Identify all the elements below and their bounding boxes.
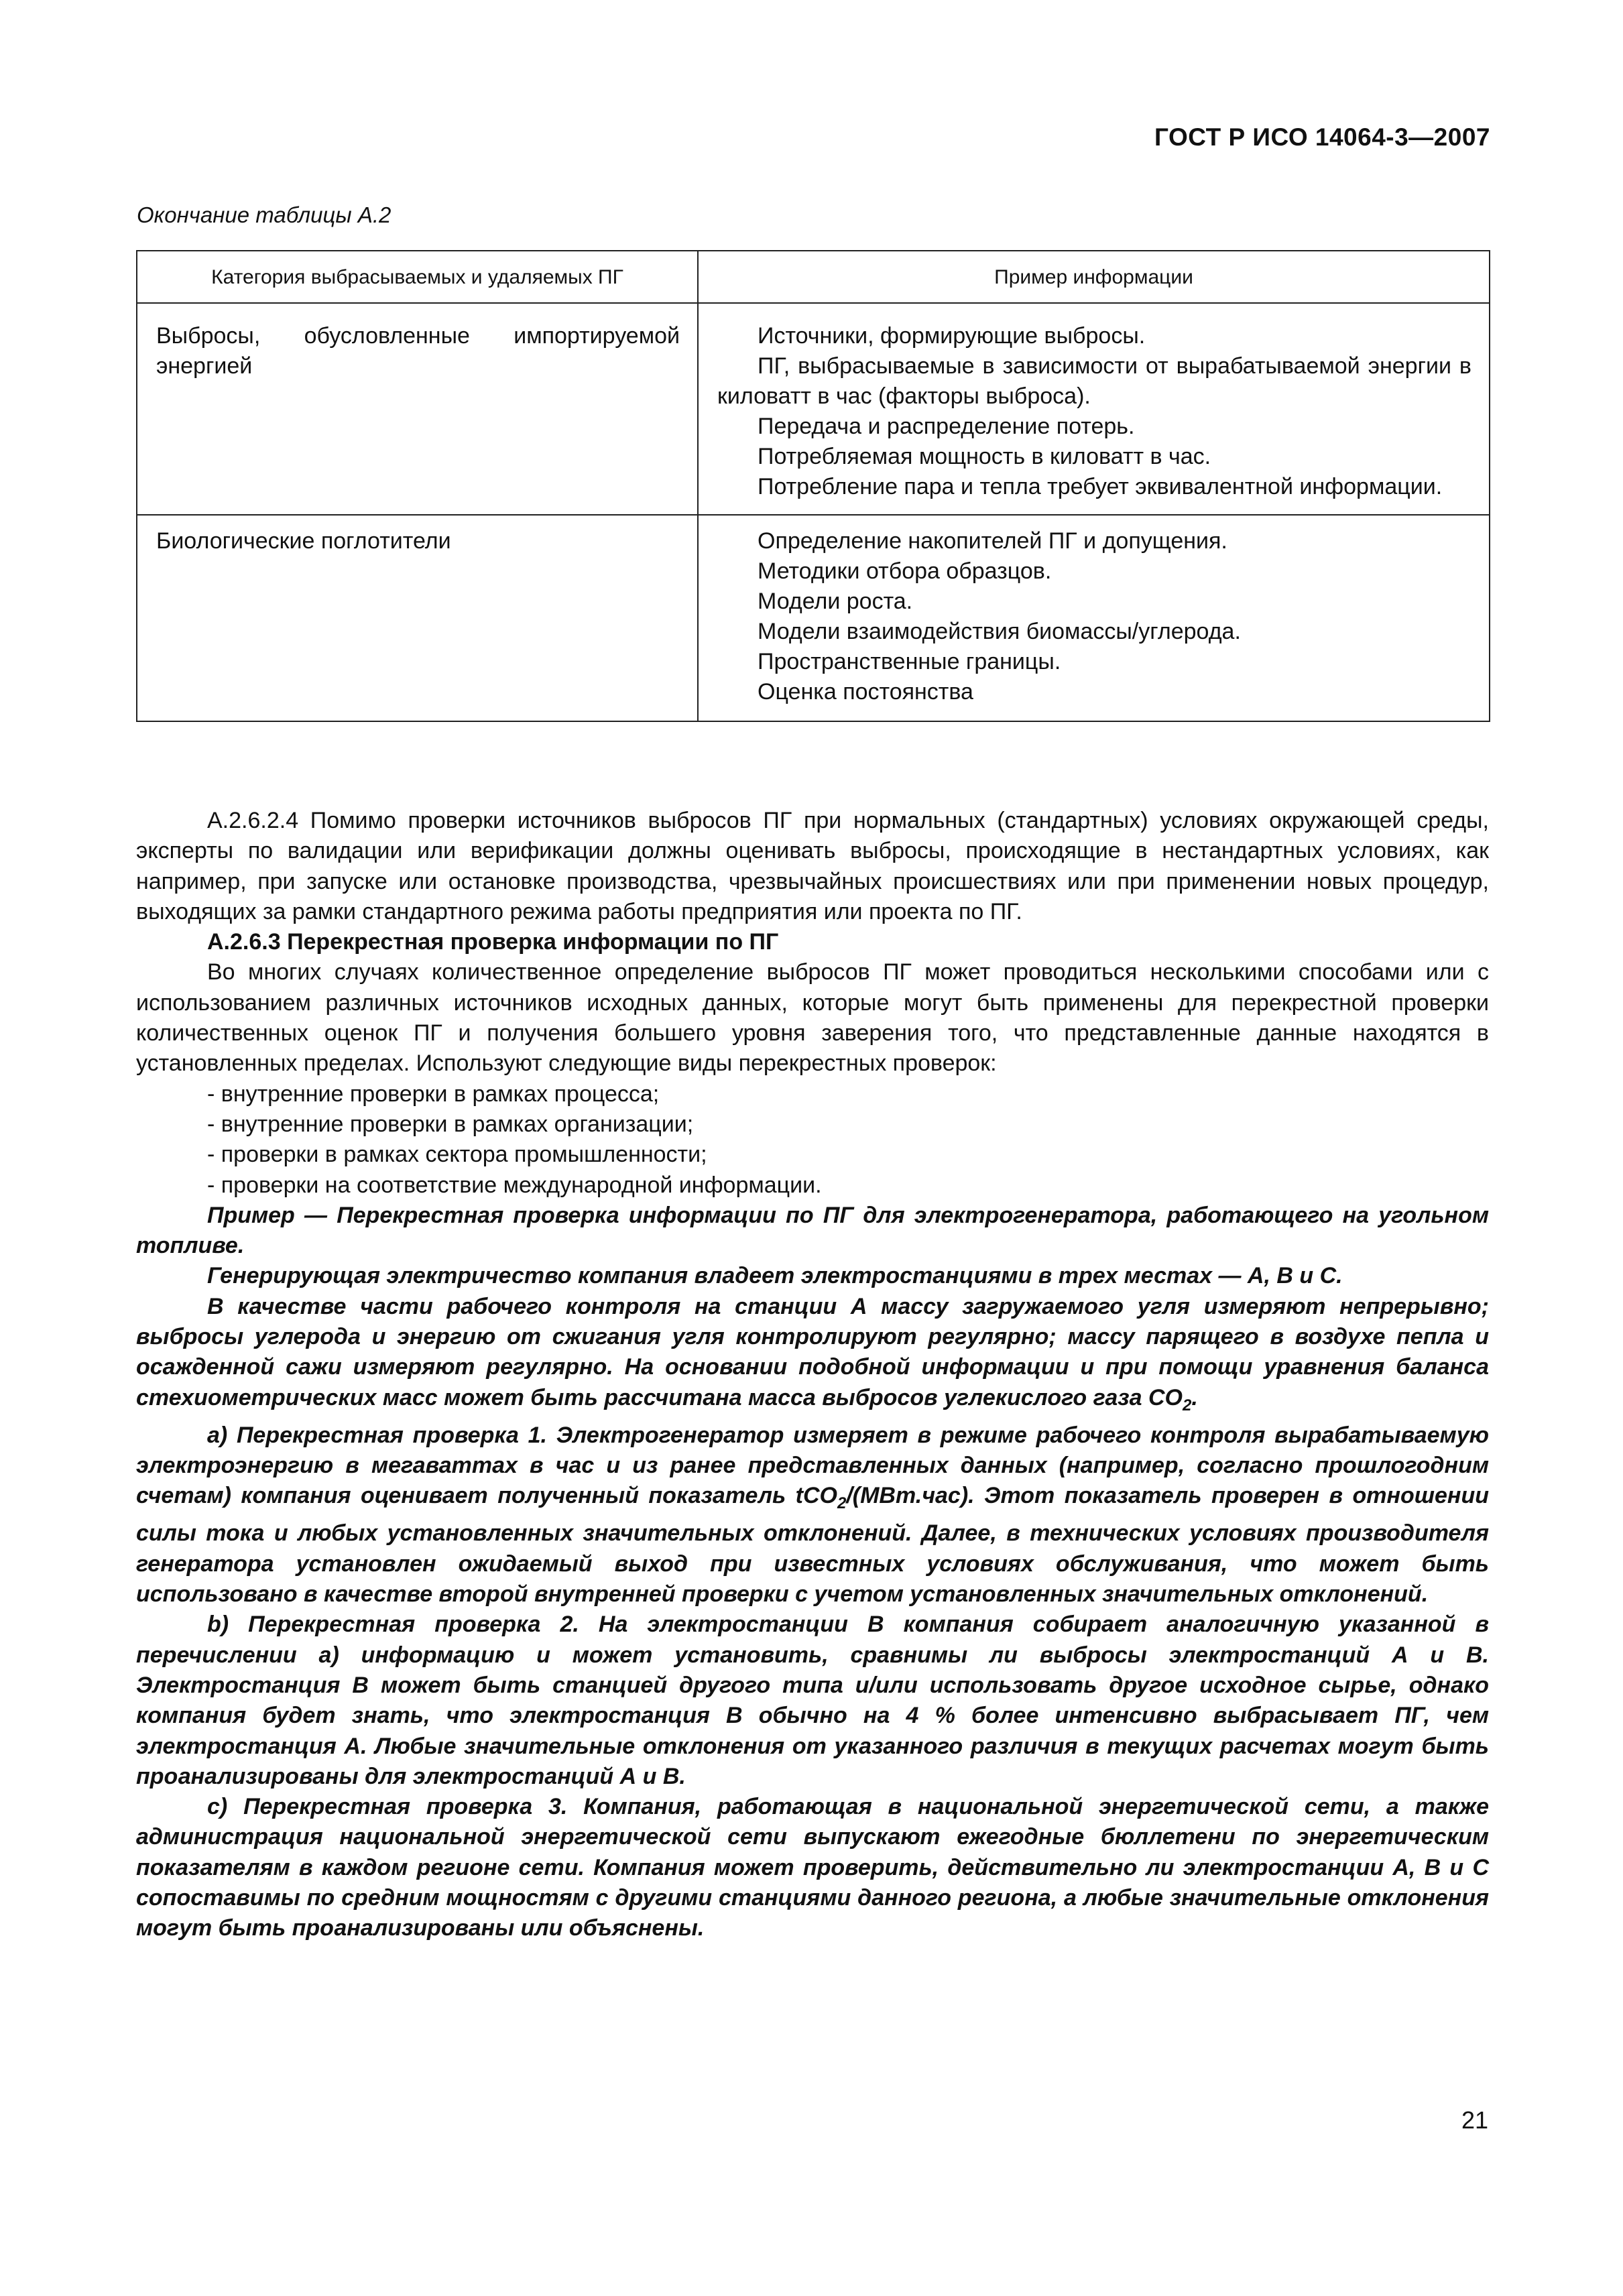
body-text bbox=[136, 806, 1489, 1944]
list-item: - проверки на соответствие международной информации. bbox=[207, 1172, 822, 1198]
page-number: 21 bbox=[1461, 2106, 1489, 2134]
text-span: а) Перекрестная проверка 1. Электрогенератор измеряет в режиме рабочего контроля вырабатываемую электроэнергию в мегаваттах в час и из ранее представленных данных (например, согласно прошлогодним счетам) компания оценивает полученный показатель tCO bbox=[136, 1422, 1489, 1509]
list-item: - проверки в рамках сектора промышленности; bbox=[207, 1142, 707, 1168]
column-header-example: Пример информации bbox=[698, 251, 1490, 303]
example-line: Методики отбора образцов. bbox=[758, 558, 1052, 584]
example-paragraph bbox=[136, 1292, 1489, 1421]
category-cell: Выбросы, обусловленные импортируемой энергией bbox=[137, 313, 698, 515]
example-line: Определение накопителей ПГ и допущения. bbox=[758, 528, 1227, 554]
subscript: 2 bbox=[837, 1494, 847, 1513]
cross-check-item-a bbox=[136, 1421, 1489, 1610]
text-span: В качестве части рабочего контроля на станции А массу загружаемого угля измеряют непрерывно; выбросы углерода и энергию от сжигания угля контролируют регулярно; массу парящего в воздухе пепла и осажденной сажи измеряют регулярно. На основании подобной информации и при помощи уравнения баланса стехиометрических масс может быть рассчитана масса выбросов углекислого газа CO bbox=[136, 1293, 1489, 1410]
table-row bbox=[137, 313, 1490, 515]
header-separator bbox=[137, 303, 1490, 313]
info-table bbox=[136, 250, 1490, 722]
section-heading-a263: А.2.6.3 Перекрестная проверка информации по ПГ bbox=[207, 929, 779, 955]
example-line: Модели взаимодействия биомассы/углерода. bbox=[758, 619, 1241, 644]
paragraph-intro: Во многих случаях количественное определение выбросов ПГ может проводиться несколькими способами или с использованием различных источников исходных данных, которые могут быть применены для перекрестной проверки количественных оценок ПГ и получения большего уровня заверения того, что представленные данные находятся в установленных пределах. Используют следующие виды перекрестных проверок: bbox=[136, 959, 1489, 1077]
examples-cell bbox=[698, 313, 1490, 515]
example-line: Потребление пара и тепла требует эквивалентной информации. bbox=[758, 474, 1443, 499]
examples-cell bbox=[698, 515, 1490, 721]
list-item: - внутренние проверки в рамках организации; bbox=[207, 1111, 694, 1137]
cross-check-item-b: b) Перекрестная проверка 2. На электростанции В компания собирает аналогичную указанной в перечислении а) информацию и может установить, сравнимы ли выбросы электростанций А и В. Электростанция В может быть станцией другого типа и/или использовать другое исходное сырье, однако компания будет знать, что электростанция В обычно на 4 % более интенсивно выбрасывает ПГ, чем электростанция А. Любые значительные отклонения от указанного различия в текущих расчетах могут быть проанализированы для электростанций А и В. bbox=[136, 1612, 1489, 1789]
table-row bbox=[137, 515, 1490, 721]
column-header-category: Категория выбрасываемых и удаляемых ПГ bbox=[137, 251, 698, 303]
table-caption: Окончание таблицы А.2 bbox=[137, 202, 392, 227]
cross-check-item-c: с) Перекрестная проверка 3. Компания, работающая в национальной энергетической сети, а также администрация национальной энергетической сети выпускают ежегодные бюллетени по энергетическим показателям в каждом регионе сети. Компания может проверить, действительно ли электростанции А, В и С сопоставимы по средним мощностям с другими станциями данного региона, а любые значительные отклонения могут быть проанализированы или объяснены. bbox=[136, 1794, 1489, 1941]
example-line: Пространственные границы. bbox=[758, 649, 1061, 674]
example-line: Оценка постоянства bbox=[758, 679, 973, 705]
example-line: Источники, формирующие выбросы. bbox=[758, 323, 1146, 349]
example-line: Передача и распределение потерь. bbox=[758, 414, 1135, 439]
example-line: Потребляемая мощность в киловатт в час. bbox=[758, 444, 1211, 469]
text-span: /(МВт.час). Этот показатель проверен в отношении силы тока и любых установленных значительных отклонений. Далее, в технических условиях производителя генератора установлен ожидаемый выход при известных условиях обслуживания, что может быть использовано в качестве второй внутренней проверки с учетом установленных значительных отклонений. bbox=[136, 1483, 1489, 1608]
table-header-row bbox=[137, 251, 1490, 303]
example-title: Пример — Перекрестная проверка информации по ПГ для электрогенератора, работающего на угольном топливе. bbox=[136, 1202, 1489, 1259]
example-line: Модели роста. bbox=[758, 589, 913, 614]
paragraph-a2624: А.2.6.2.4 Помимо проверки источников выбросов ПГ при нормальных (стандартных) условиях окружающей среды, эксперты по валидации или верификации должны оценивать выбросы, происходящие в нестандартных условиях, как например, при запуске или остановке производства, чрезвычайных происшествиях или при применении новых процедур, выходящих за рамки стандартного режима работы предприятия или проекта по ПГ. bbox=[136, 808, 1489, 924]
example-line: ПГ, выбрасываемые в зависимости от вырабатываемой энергии в киловатт в час (факторы выброса). bbox=[717, 353, 1471, 409]
document-standard-id: ГОСТ Р ИСО 14064-3—2007 bbox=[1154, 123, 1490, 151]
subscript: 2 bbox=[1182, 1396, 1192, 1414]
text-span: . bbox=[1191, 1384, 1198, 1410]
example-paragraph: Генерирующая электричество компания владеет электростанциями в трех местах — А, В и С. bbox=[207, 1263, 1343, 1289]
list-item: - внутренние проверки в рамках процесса; bbox=[207, 1081, 660, 1107]
category-cell: Биологические поглотители bbox=[137, 515, 698, 721]
